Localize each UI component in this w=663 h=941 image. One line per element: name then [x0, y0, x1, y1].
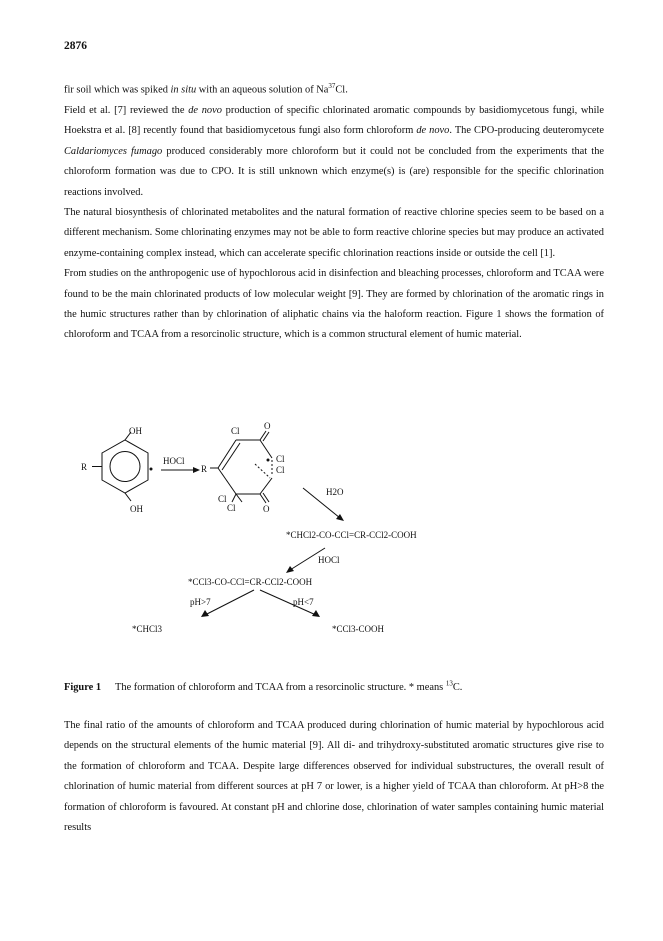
arrow-1 [161, 467, 200, 473]
label-marker-dot-2 [267, 459, 270, 462]
body-text-top [64, 76, 604, 346]
figure-1 [0, 420, 663, 650]
ring2-o-top: O [264, 421, 271, 431]
ring1-oh-bottom: OH [130, 504, 143, 514]
final-chloroform: *CHCl3 [132, 624, 163, 634]
paragraph: fir soil which was spiked in situ with an aqueous solution of Na$^{37}$Cl. [64, 82, 348, 96]
body-text-bottom [64, 716, 604, 838]
reagent-hocl-1: HOCl [163, 456, 185, 466]
ring2-cl-bottom2: Cl [227, 503, 236, 513]
reaction-scheme [0, 420, 663, 650]
ring2-o-bottom: O [263, 504, 270, 514]
figure-caption-text: The formation of chloroform and TCAA from a resorcinolic structure. * means $^{13}$C. [115, 680, 463, 694]
reagent-hocl-2: HOCl [318, 555, 340, 565]
final-tcaa: *CCl3-COOH [332, 624, 385, 634]
ring2-r: R [201, 464, 208, 474]
paragraph: From studies on the anthropogenic use of hypochlorous acid in disinfection and bleaching processes, chloroform and TCAA were found to be the main chlorinated products of low molecular weight [9]. They are formed by chlorination of the aromatic rings in the humic structures rather than by chlorination of aliphatic chains via the haloform reaction. Figure 1 shows the formation of chloroform and TCAA from a resorcinolic structure, which is a common structural element of humic material. [64, 268, 604, 341]
reagent-h2o: H2O [326, 487, 344, 497]
ring2-cl-right2: Cl [276, 465, 285, 475]
paragraph: Field et al. [7] reviewed the de novo production of specific chlorinated aromatic compounds by basidiomycetous fungi, while Hoekstra et al. [8] recently found that basidiomycetous fungi also form chloroform de novo. The CPO-producing deuteromycete Caldariomyces fumago produced considerably more chloroform but it could not be concluded from the experiments that the chloroform formation was due to CPO. It is still unknown which enzyme(s) is (are) responsible for the specific chlorination reactions involved. [64, 104, 605, 198]
ring1-oh-top: OH [129, 426, 142, 436]
figure-caption [64, 680, 604, 693]
condition-ph-lt7: pH<7 [293, 597, 314, 607]
ring2-cl-bottom1: Cl [218, 494, 227, 504]
paragraph: The natural biosynthesis of chlorinated metabolites and the natural formation of reactive chlorine species seem to be based on a different mechanism. Some chlorinating enzymes may not be able to form reactive chlorine species but may produce an activated enzyme-containing complex instead, which can accelerate specific chlorination reactions inside or outside the cell [1]. [64, 206, 604, 259]
label-marker-dot [150, 468, 153, 471]
product-2: *CCl3-CO-CCl=CR-CCl2-COOH [188, 577, 313, 587]
ring1-r: R [81, 462, 88, 472]
product-1: *CHCl2-CO-CCl=CR-CCl2-COOH [286, 530, 417, 540]
condition-ph-gt7: pH>7 [190, 597, 211, 607]
page-number: 2876 [64, 40, 87, 52]
ring2-cl-top: Cl [231, 426, 240, 436]
ring2-cl-right1: Cl [276, 454, 285, 464]
figure-label: Figure 1 [64, 682, 102, 694]
chlorinated-ring [210, 431, 272, 503]
paragraph: The final ratio of the amounts of chloroform and TCAA produced during chlorination of humic material by hypochlorous acid depends on the structural elements of the humic material [9]. All di- and trihydroxy-substituted aromatic structures give rise to the formation of chloroform and TCAA. Despite large differences observed for individual substructures, the overall result of chlorination of humic material from different sources at pH 7 or lower, is a higher yield of TCAA than chloroform. At pH>8 the formation of chloroform is favoured. At constant pH and chlorine dose, chlorination of water samples containing humic material results [64, 720, 604, 834]
resorcinol-ring [92, 432, 148, 501]
